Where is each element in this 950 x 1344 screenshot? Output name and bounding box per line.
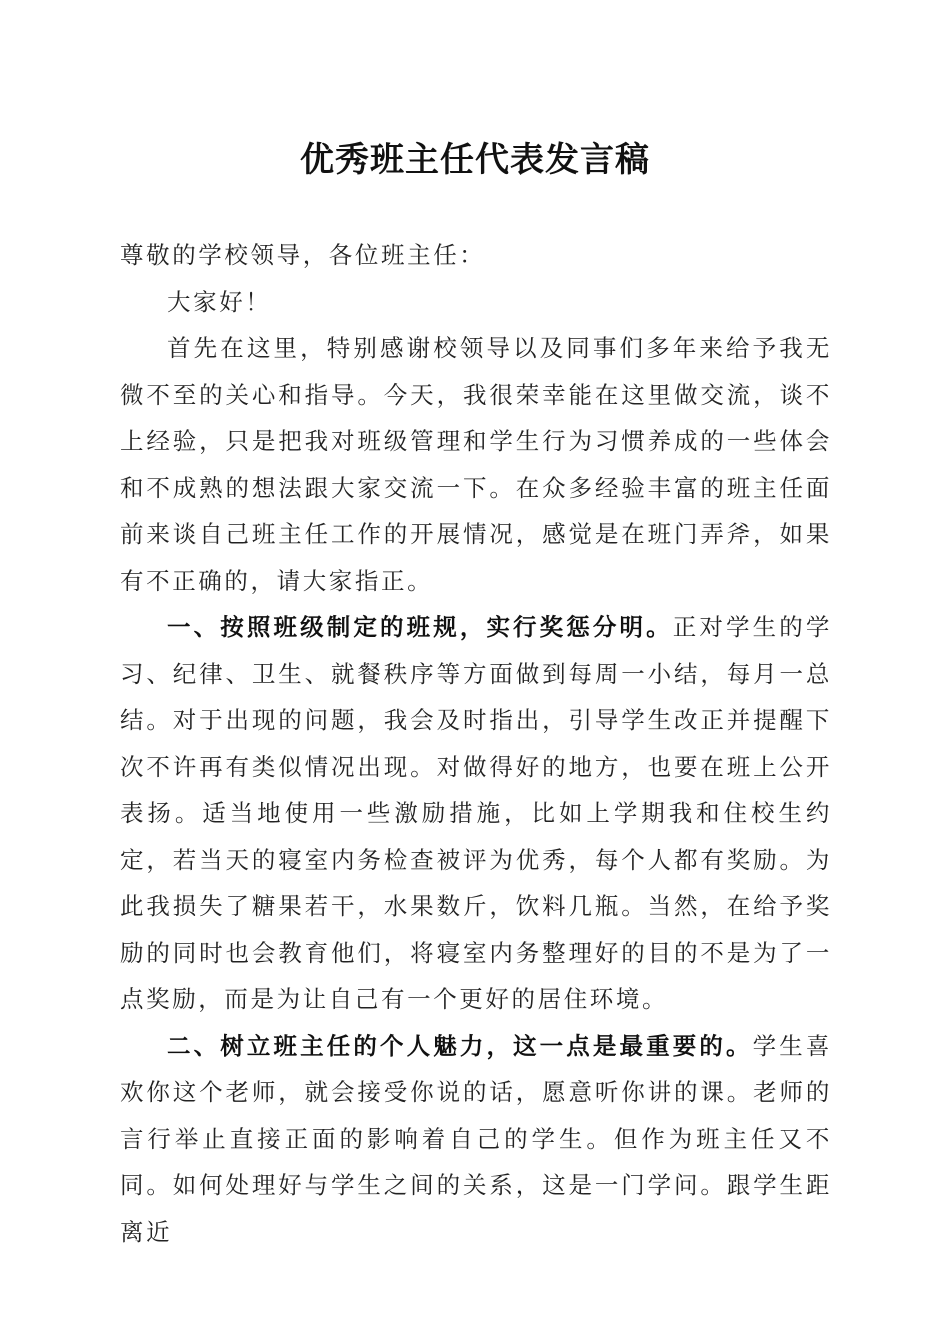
- section-heading: 一、按照班级制定的班规，实行奖惩分明。: [167, 613, 673, 641]
- paragraph-intro: [120, 325, 832, 604]
- document-title: 优秀班主任代表发言稿: [300, 140, 650, 180]
- section-heading: 二、树立班主任的个人魅力，这一点是最重要的。: [167, 1031, 753, 1060]
- paragraph-section-1: [120, 604, 832, 1023]
- salutation: 尊敬的学校领导，各位班主任：: [120, 241, 486, 269]
- paragraph-text: 正对学生的学习、纪律、卫生、就餐秩序等方面做到每周一小结，每月一总结。对于出现的问题，我会及时指出，引导学生改正并提醒下次不许再有类似情况出现。对做得好的地方，也要在班上公开表扬。适当地使用一些激励措施，比如上学期我和住校生约定，若当天的寝室内务检查被评为优秀，每个人都有奖励。为此我损失了糖果若干，水果数斤，饮料几瓶。当然，在给予奖励的同时也会教育他们，将寝室内务整理好的目的不是为了一点奖励，而是为让自己有一个更好的居住环境。: [120, 613, 832, 1013]
- paragraph-text: 首先在这里，特别感谢校领导以及同事们多年来给予我无微不至的关心和指导。今天，我很荣幸能在这里做交流，谈不上经验，只是把我对班级管理和学生行为习惯养成的一些体会和不成熟的想法跟大家交流一下。在众多经验丰富的班主任面前来谈自己班主任工作的开展情况，感觉是在班门弄斧，如果有不正确的，请大家指正。: [120, 334, 832, 595]
- paragraph-section-2: [120, 1023, 832, 1256]
- greeting: 大家好！: [167, 287, 272, 316]
- paragraph-text: 学生喜欢你这个老师，就会接受你说的话，愿意听你讲的课。老师的言行举止直接正面的影响着自己的学生。但作为班主任又不同。如何处理好与学生之间的关系，这是一门学问。跟学生距离近: [120, 1031, 832, 1246]
- document-body: [120, 232, 832, 1255]
